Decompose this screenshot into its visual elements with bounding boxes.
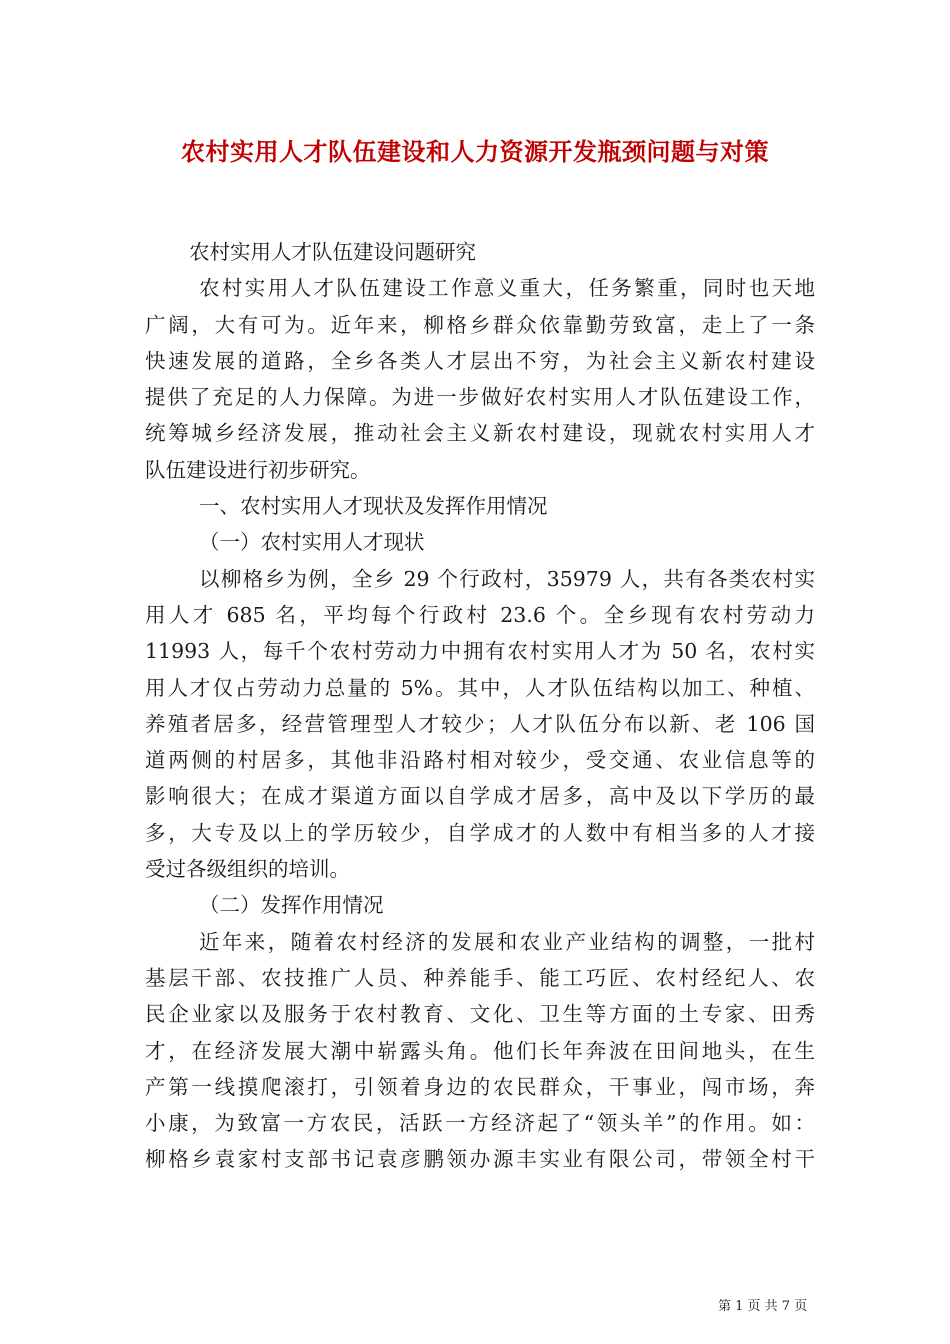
text-line: 多，大专及以上的学历较少，自学成才的人数中有相当多的人才接 (145, 820, 815, 845)
text-line: 以柳格乡为例，全乡 29 个行政村，35979 人，共有各类农村实 (199, 566, 815, 591)
text-line: 道两侧的村居多，其他非沿路村相对较少，受交通、农业信息等的 (145, 748, 815, 773)
text-line: 农村实用人才队伍建设问题研究 (189, 240, 476, 264)
text-line: 用人才仅占劳动力总量的 5%。其中，人才队伍结构以加工、种植、 (145, 675, 815, 700)
text-line: 用人才 685 名，平均每个行政村 23.6 个。全乡现有农村劳动力 (145, 602, 815, 627)
text-line: 近年来，随着农村经济的发展和农业产业结构的调整，一批村 (199, 929, 815, 954)
text-line: 才，在经济发展大潮中崭露头角。他们长年奔波在田间地头，在生 (145, 1038, 815, 1063)
text-line: 受过各级组织的培训。 (145, 857, 350, 882)
text-line: 民企业家以及服务于农村教育、文化、卫生等方面的土专家、田秀 (145, 1002, 815, 1027)
text-line: 影响很大；在成才渠道方面以自学成才居多，高中及以下学历的最 (145, 784, 815, 809)
text-line: 小康，为致富一方农民，活跃一方经济起了“领头羊”的作用。如： (145, 1111, 815, 1136)
text-line: 产第一线摸爬滚打，引领着身边的农民群众，干事业，闯市场，奔 (145, 1074, 815, 1099)
document-body (145, 234, 815, 1178)
document-title: 农村实用人才队伍建设和人力资源开发瓶颈问题与对策 (181, 137, 769, 166)
text-line: 队伍建设进行初步研究。 (145, 457, 371, 482)
text-line: 农村实用人才队伍建设工作意义重大，任务繁重，同时也天地 (199, 276, 815, 301)
text-line: 提供了充足的人力保障。为进一步做好农村实用人才队伍建设工作， (145, 385, 815, 410)
text-line: （一）农村实用人才现状 (199, 530, 425, 555)
text-line: 基层干部、农技推广人员、种养能手、能工巧匠、农村经纪人、农 (145, 965, 815, 990)
text-line: 统筹城乡经济发展，推动社会主义新农村建设，现就农村实用人才 (145, 421, 815, 446)
text-line: 快速发展的道路，全乡各类人才层出不穷，为社会主义新农村建设 (145, 348, 815, 373)
text-line: 养殖者居多，经营管理型人才较少；人才队伍分布以新、老 106 国 (145, 711, 815, 736)
page-number: 第 1 页 共 7 页 (718, 1299, 808, 1314)
text-line: （二）发挥作用情况 (199, 893, 384, 918)
text-line: 柳格乡袁家村支部书记袁彦鹏领办源丰实业有限公司，带领全村干 (145, 1147, 815, 1172)
text-line: 11993 人，每千个农村劳动力中拥有农村实用人才为 50 名，农村实 (145, 639, 815, 664)
text-line: 广阔，大有可为。近年来，柳格乡群众依靠勤劳致富，走上了一条 (145, 312, 815, 337)
text-line: 一、农村实用人才现状及发挥作用情况 (199, 494, 548, 519)
